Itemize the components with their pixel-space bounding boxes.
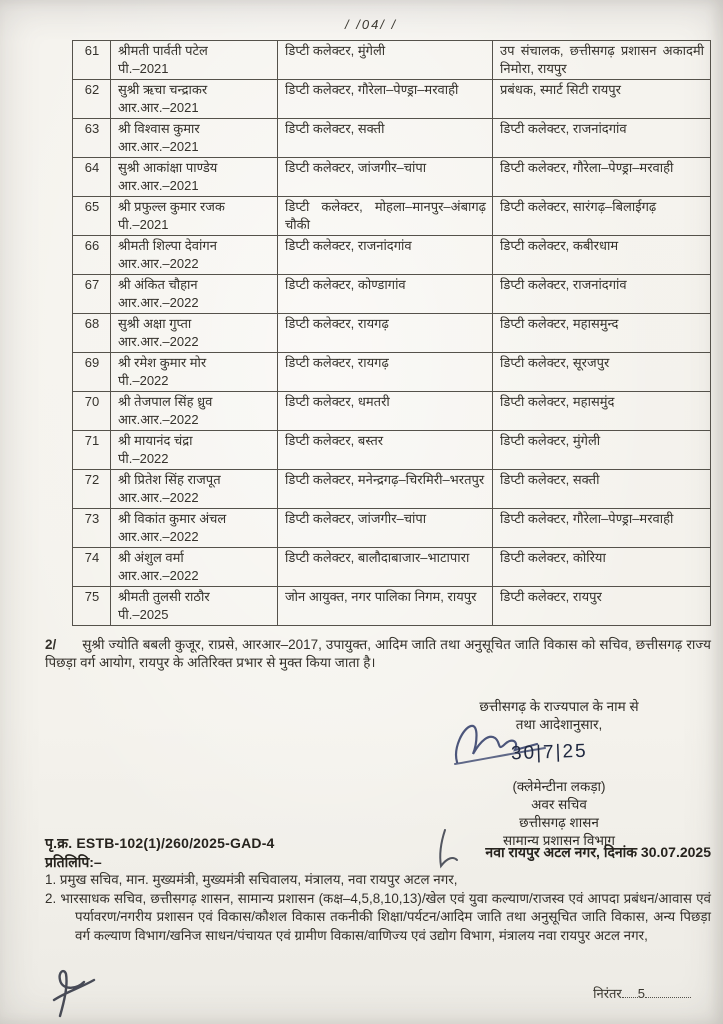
officer-name-cell [111,587,278,626]
table-row [73,548,711,587]
copy-item-number: 2. [45,891,57,907]
current-posting-cell: डिप्टी कलेक्टर, रायगढ़ [278,353,493,392]
paragraph-number: 2/ [45,637,57,652]
copy-to-list [45,871,711,946]
officer-batch: आर.आर.–2022 [118,255,199,271]
officer-name-cell [111,314,278,353]
department-line: सामान्य प्रशासन विभाग [403,832,715,850]
new-posting-cell: डिप्टी कलेक्टर, महासमुन्द [493,314,711,353]
officer-batch: आर.आर.–2022 [118,411,199,427]
officer-name: श्री तेजपाल सिंह ध्रुव [118,394,213,409]
officer-name-cell [111,80,278,119]
officer-batch: पी.–2025 [118,606,169,622]
officer-name: सुश्री अक्षा गुप्ता [118,316,192,331]
officer-batch: पी.–2022 [118,372,169,388]
current-posting-cell: डिप्टी कलेक्टर, जांजगीर–चांपा [278,158,493,197]
copy-to-label: प्रतिलिपि:– [45,854,102,870]
new-posting-cell: डिप्टी कलेक्टर, राजनांदगांव [493,275,711,314]
serial-number-cell: 61 [73,41,111,80]
serial-number-cell: 75 [73,587,111,626]
new-posting-cell: डिप्टी कलेक्टर, कबीरधाम [493,236,711,275]
signatory-designation: अवर सचिव [531,797,587,812]
officer-batch: आर.आर.–2022 [118,294,199,310]
signature-zone [403,734,715,778]
new-posting-cell: डिप्टी कलेक्टर, राजनांदगांव [493,119,711,158]
serial-number-cell: 62 [73,80,111,119]
current-posting-cell: डिप्टी कलेक्टर, राजनांदगांव [278,236,493,275]
serial-number-cell: 63 [73,119,111,158]
officer-name: श्रीमती तुलसी राठौर [118,589,210,604]
new-posting-cell: उप संचालक, छत्तीसगढ़ प्रशासन अकादमी निमोरा, रायपुर [493,41,711,80]
officer-name: श्रीमती शिल्पा देवांगन [118,238,217,253]
officer-batch: आर.आर.–2022 [118,567,199,583]
officer-name: श्री प्रितेश सिंह राजपूत [118,472,221,487]
officer-name-cell [111,158,278,197]
officer-name: श्री रमेश कुमार मोर [118,355,207,370]
table-row [73,587,711,626]
officer-name: श्री मायानंद चंद्रा [118,433,193,448]
officer-name-cell [111,353,278,392]
new-posting-cell: डिप्टी कलेक्टर, कोरिया [493,548,711,587]
table-row [73,158,711,197]
officer-batch: आर.आर.–2021 [118,177,199,193]
officer-batch: पी.–2022 [118,450,169,466]
officer-batch: आर.आर.–2022 [118,489,199,505]
pen-scribble-icon [50,966,102,1020]
copy-item-text: भारसाधक सचिव, छत्तीसगढ़ शासन, सामान्य प्रशासन (कक्ष–4,5,8,10,13)/खेल एवं युवा कल्याण/राजस्व एवं आपदा प्रबंधन/आवास एवं पर्यावरण/नगरीय प्रशासन एवं विकास/कौशल विकास तकनीकी शिक्षा/पर्यटन/आदिम जाति तथा अनुसूचित जाति विकास, अन्य पिछड़ा वर्ग कल्याण विभाग/खनिज साधन/पंचायत एवं ग्रामीण विकास/वाणिज्य एवं उद्योग विभाग, मंत्रालय नवा रायपुर अटल नगर, [60,891,711,943]
table-row [73,392,711,431]
dotted-line [622,985,638,998]
signatory-name: (क्लेमेन्टीना लकड़ा) [512,779,606,794]
new-posting-cell: डिप्टी कलेक्टर, महासमुंद [493,392,711,431]
new-posting-cell: डिप्टी कलेक्टर, मुंगेली [493,431,711,470]
copy-to-item [45,871,711,889]
officer-name-cell [111,275,278,314]
officer-name-cell [111,41,278,80]
officer-name-cell [111,119,278,158]
page-number-marker: / /04/ / [345,17,398,32]
current-posting-cell: डिप्टी कलेक्टर, मनेन्द्रगढ़–चिरमिरी–भरतपुर [278,470,493,509]
officer-name: सुश्री ऋचा चन्द्राकर [118,82,208,97]
officer-name: सुश्री आकांक्षा पाण्डेय [118,160,218,175]
transfer-order-table [72,40,711,626]
current-posting-cell: डिप्टी कलेक्टर, रायगढ़ [278,314,493,353]
current-posting-cell: डिप्टी कलेक्टर, कोण्डागांव [278,275,493,314]
current-posting-cell: जोन आयुक्त, नगर पालिका निगम, रायपुर [278,587,493,626]
current-posting-cell: डिप्टी कलेक्टर, बस्तर [278,431,493,470]
officer-name: श्री विकांत कुमार अंचल [118,511,227,526]
table-row [73,119,711,158]
officer-name-cell [111,392,278,431]
officer-batch: आर.आर.–2021 [118,138,199,154]
officer-name: श्रीमती पार्वती पटेल [118,43,208,58]
copy-to-item [45,890,711,945]
officer-name-cell [111,236,278,275]
pen-checkmark-icon [431,828,461,870]
serial-number-cell: 64 [73,158,111,197]
serial-number-cell: 69 [73,353,111,392]
current-posting-cell: डिप्टी कलेक्टर, सक्ती [278,119,493,158]
serial-number-cell: 72 [73,470,111,509]
serial-number-cell: 71 [73,431,111,470]
new-posting-cell: डिप्टी कलेक्टर, सक्ती [493,470,711,509]
continuation-label: निरंतर [593,986,622,1001]
current-posting-cell: डिप्टी कलेक्टर, जांजगीर–चांपा [278,509,493,548]
on-behalf-line: छत्तीसगढ़ के राज्यपाल के नाम से [479,699,639,714]
officer-batch: आर.आर.–2022 [118,528,199,544]
table-row [73,431,711,470]
current-posting-cell: डिप्टी कलेक्टर, बालौदाबाजार–भाटापारा [278,548,493,587]
current-posting-cell: डिप्टी कलेक्टर, मुंगेली [278,41,493,80]
table-row [73,314,711,353]
officer-name: श्री विश्वास कुमार [118,121,200,136]
serial-number-cell: 68 [73,314,111,353]
serial-number-cell: 73 [73,509,111,548]
new-posting-cell: डिप्टी कलेक्टर, गौरेला–पेण्ड्रा–मरवाही [493,158,711,197]
dotted-line [645,985,691,998]
continuation-page: 5 [637,986,645,1001]
serial-number-cell: 70 [73,392,111,431]
current-posting-cell: डिप्टी कलेक्टर, गौरेला–पेण्ड्रा–मरवाही [278,80,493,119]
signature-block [403,698,715,850]
paragraph-text: सुश्री ज्योति बबली कुजूर, राप्रसे, आरआर–2017, उपायुक्त, आदिम जाति तथा अनुसूचित जाति विकास को सचिव, छत्तीसगढ़ राज्य पिछड़ा वर्ग आयोग, रायपुर के अतिरिक्त प्रभार से मुक्त किया जाता है। [45,637,711,670]
copy-item-text: प्रमुख सचिव, मान. मुख्यमंत्री, मुख्यमंत्री सचिवालय, मंत्रालय, नवा रायपुर अटल नगर, [59,872,458,887]
continuation-note [593,984,691,1002]
handwritten-date: 30|7|25 [510,740,589,765]
officer-name-cell [111,509,278,548]
paragraph-2 [45,636,711,672]
officer-name-cell [111,197,278,236]
officer-name: श्री अंकित चौहान [118,277,198,292]
table-row [73,41,711,80]
serial-number-cell: 74 [73,548,111,587]
by-order-line: तथा आदेशानुसार, [515,717,603,732]
table-row [73,275,711,314]
serial-number-cell: 67 [73,275,111,314]
table-row [73,353,711,392]
current-posting-cell: डिप्टी कलेक्टर, मोहला–मानपुर–अंबागढ़ चौकी [278,197,493,236]
officer-batch: आर.आर.–2021 [118,99,199,115]
new-posting-cell: प्रबंधक, स्मार्ट सिटी रायपुर [493,80,711,119]
table-row [73,197,711,236]
officer-name: श्री प्रफुल्ल कुमार रजक [118,199,225,214]
officer-batch: पी.–2021 [118,60,169,76]
table-row [73,236,711,275]
table-row [73,80,711,119]
officer-name-cell [111,431,278,470]
officer-name-cell [111,470,278,509]
officer-name: श्री अंशुल वर्मा [118,550,184,565]
new-posting-cell: डिप्टी कलेक्टर, गौरेला–पेण्ड्रा–मरवाही [493,509,711,548]
new-posting-cell: डिप्टी कलेक्टर, सूरजपुर [493,353,711,392]
current-posting-cell: डिप्टी कलेक्टर, धमतरी [278,392,493,431]
place-and-date: नवा रायपुर अटल नगर, दिनांक 30.07.2025 [485,844,711,860]
officer-batch: आर.आर.–2022 [118,333,199,349]
new-posting-cell: डिप्टी कलेक्टर, सारंगढ़–बिलाईगढ़ [493,197,711,236]
copy-item-number: 1. [45,872,57,887]
officer-name-cell [111,548,278,587]
serial-number-cell: 66 [73,236,111,275]
table-row [73,509,711,548]
government-line: छत्तीसगढ़ शासन [519,815,599,830]
serial-number-cell: 65 [73,197,111,236]
table-row [73,470,711,509]
officer-batch: पी.–2021 [118,216,169,232]
reference-number: पृ.क्र. ESTB-102(1)/260/2025-GAD-4 [45,835,275,851]
new-posting-cell: डिप्टी कलेक्टर, रायपुर [493,587,711,626]
